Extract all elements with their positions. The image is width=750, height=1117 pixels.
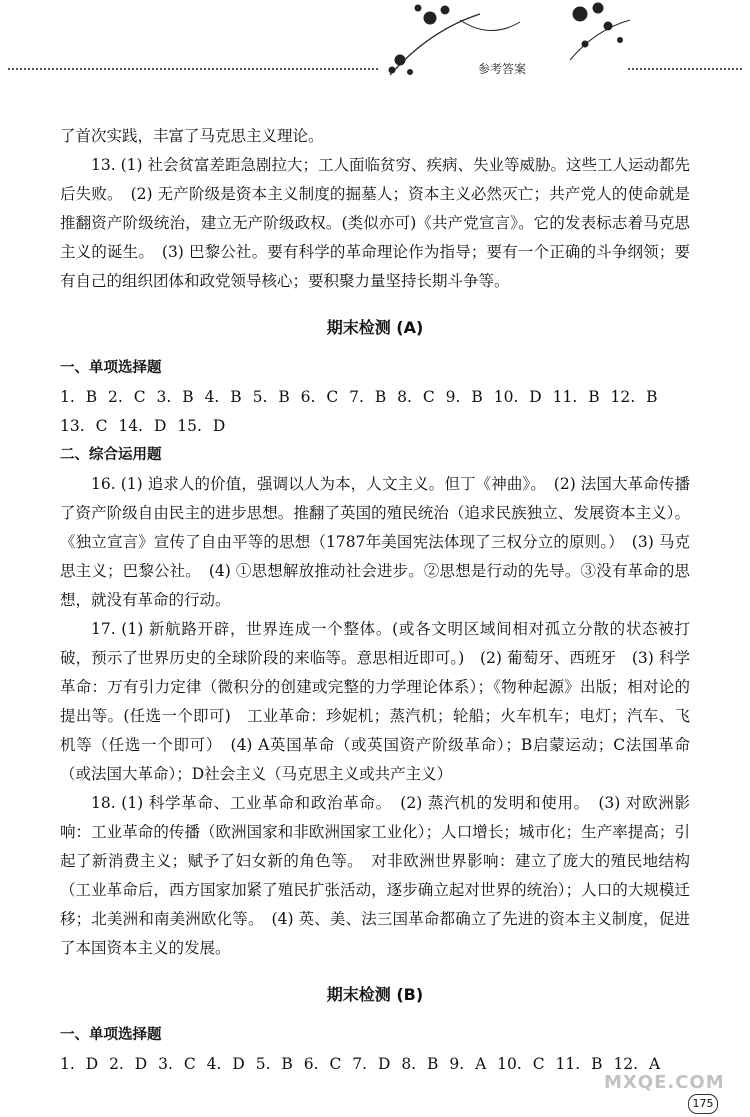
page-number: 175 <box>688 1094 718 1114</box>
section-title-b: 期末检测 (B) <box>326 985 424 1004</box>
choice-answers-b-line1: 1. D 2. D 3. C 4. D 5. B 6. C 7. D 8. B 9. A 10. C 11. B 12. A <box>60 1055 661 1073</box>
header-dotted-rule-left <box>8 68 378 70</box>
answer-18: 18. (1) 科学革命、工业革命和政治革命。 (2) 蒸汽机的发明和使用。 (3) 对欧洲影响：工业革命的传播（欧洲国家和非欧洲国家工业化）；人口增长；城市化；生产率提高；引起了新消费主义；赋予了妇女新的角色等。 对非欧洲世界影响：建立了庞大的殖民地结构（工业革命后，西方国家加紧了殖民扩张活动，逐步确立起对世界的统治）；人口的大规模迁移；北美洲和南美洲欧化等。 (4) 英、美、法三国革命都确立了先进的资本主义制度，促进了本国资本主义的发展。 <box>60 794 690 957</box>
section-title-a: 期末检测 (A) <box>326 318 424 337</box>
comprehensive-heading-a: 二、综合运用题 <box>60 447 162 463</box>
paragraph-continuation: 了首次实践，丰富了马克思主义理论。 <box>60 127 324 145</box>
choice-answers-a-line2: 13. C 14. D 15. D <box>60 417 226 435</box>
answer-16: 16. (1) 追求人的价值，强调以人为本，人文主义。但丁《神曲》。 (2) 法国大革命传播了资产阶级自由民主的进步思想。推翻了英国的殖民统治（追求民族独立、发展资本主义）。《独立宣言》宣传了自由平等的思想（1787年美国宪法体现了三权分立的原则。） (3) 马克思主义；巴黎公社。 (4) ①思想解放推动社会进步。②思想是行动的先导。③没有革命的思想，就没有革命的行动。 <box>60 475 690 609</box>
header-dotted-rule-right <box>628 68 742 70</box>
single-choice-heading-b: 一、单项选择题 <box>60 1027 162 1043</box>
answer-17: 17. (1) 新航路开辟，世界连成一个整体。(或各文明区域间相对孤立分散的状态被打破，预示了世界历史的全球阶段的来临等。意思相近即可。) (2) 葡萄牙、西班牙 (3) 科学革命：万有引力定律（微积分的创建或完整的力学理论体系）；《物种起源》出版；相对论的提出等。(任选一个即可) 工业革命：珍妮机；蒸汽机；轮船；火车机车；电灯；汽车、飞机等（任选一个即可） (4) A英国革命（或英国资产阶级革命）；B启蒙运动；C法国革命（或法国大革命）；D社会主义（马克思主义或共产主义） <box>60 620 690 783</box>
answer-13: 13. (1) 社会贫富差距急剧拉大；工人面临贫穷、疾病、失业等威胁。这些工人运动都先后失败。 (2) 无产阶级是资本主义制度的掘墓人；资本主义必然灭亡；共产党人的使命就是推翻资产阶级统治，建立无产阶级政权。(类似亦可)《共产党宣言》。它的发表标志着马克思主义的诞生。 (3) 巴黎公社。要有科学的革命理论作为指导；要有一个正确的斗争纲领；要有自己的组织团体和政党领导核心；要积聚力量坚持长期斗争等。 <box>60 156 690 290</box>
choice-answers-a-line1: 1. B 2. C 3. B 4. B 5. B 6. C 7. B 8. C 9. B 10. D 11. B 12. B <box>60 388 658 406</box>
single-choice-heading-a: 一、单项选择题 <box>60 360 162 376</box>
page-header <box>0 0 750 110</box>
header-title: 参考答案 <box>478 62 527 76</box>
watermark: MXQE.COM <box>604 1072 725 1093</box>
answer-content <box>60 122 690 1079</box>
